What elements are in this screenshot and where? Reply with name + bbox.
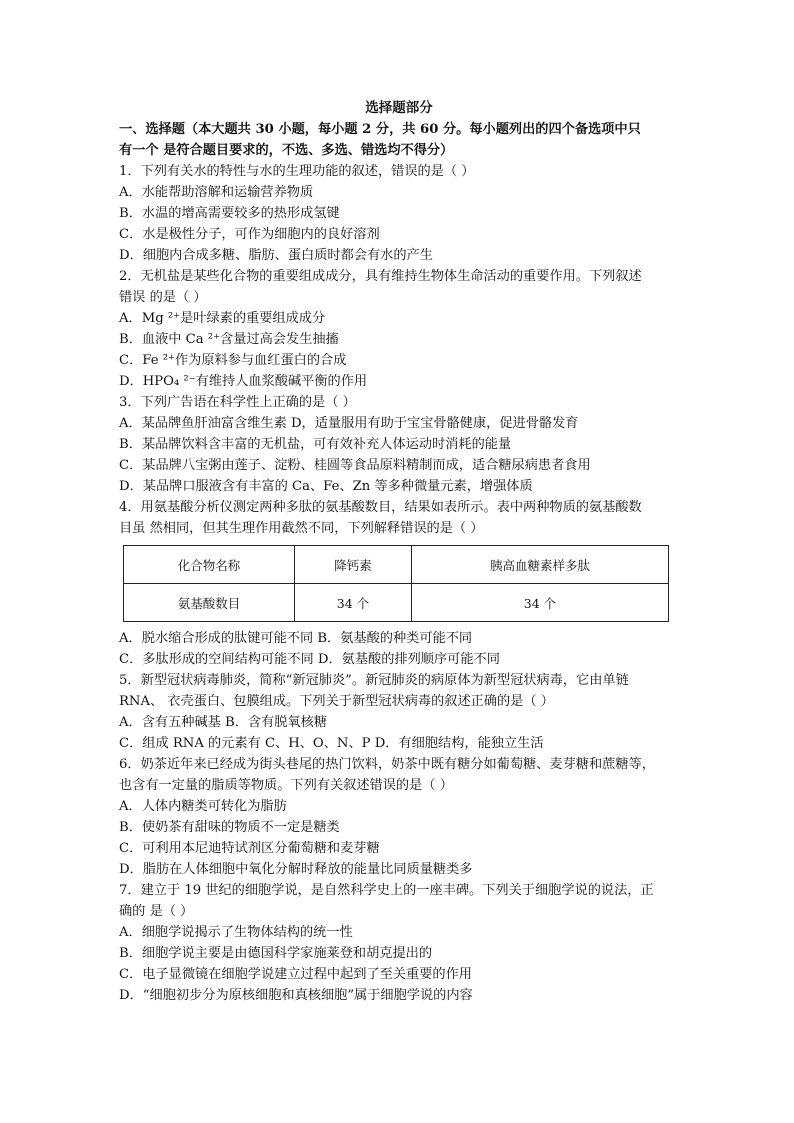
question-3: [119, 392, 679, 497]
table-header-cell: 胰高血糖素样多肽: [412, 546, 669, 584]
question-stem: 7．建立于 19 世纪的细胞学说，是自然科学史上的一座丰碑。下列关于细胞学说的说法，正: [119, 883, 654, 898]
question-stem-cont: 目虽 然相同，但其生理作用截然不同，下列解释错误的是（ ）: [119, 521, 484, 536]
question-stem: 5．新型冠状病毒肺炎，简称“新冠肺炎”。新冠肺炎的病原体为新型冠状病毒，它由单链: [119, 673, 629, 688]
option-d: D．脂肪在人体细胞中氧化分解时释放的能量比同质量糖类多: [119, 862, 473, 877]
option-d: D．某品牌口服液含有丰富的 Ca、Fe、Zn 等多种微量元素，增强体质: [119, 479, 533, 494]
question-stem: 4．用氨基酸分析仪测定两种多肽的氨基酸数目，结果如表所示。表中两种物质的氨基酸数: [119, 500, 642, 515]
table-cell: 氨基酸数目: [124, 584, 295, 622]
question-stem: 6．奶茶近年来已经成为街头巷尾的热门饮料，奶茶中既有糖分如葡萄糖、麦芽糖和蔗糖等，: [119, 757, 655, 772]
question-5: [119, 670, 679, 754]
option-a: A．某品牌鱼肝油富含维生素 D，适量服用有助于宝宝骨骼健康，促进骨骼发育: [119, 416, 579, 431]
question-stem: 3．下列广告语在科学性上正确的是（ ）: [119, 395, 356, 410]
question-1: [119, 161, 679, 266]
question-4: [119, 497, 679, 670]
option-d: D．HPO₄ ²⁻有维持人血浆酸碱平衡的作用: [119, 374, 368, 389]
option-b: B．使奶茶有甜味的物质不一定是糖类: [119, 820, 340, 835]
option-a: A．人体内糖类可转化为脂肪: [119, 799, 287, 814]
table-header-cell: 降钙素: [295, 546, 412, 584]
question-stem-cont: RNA、 衣壳蛋白、包膜组成。下列关于新型冠状病毒的叙述正确的是（ ）: [119, 694, 554, 709]
option-c: C．电子显微镜在细胞学说建立过程中起到了至关重要的作用: [119, 967, 472, 982]
table-cell: 34 个: [412, 584, 669, 622]
option-a: A．水能帮助溶解和运输营养物质: [119, 185, 314, 200]
section-title: 选择题部分: [365, 100, 433, 116]
question-stem: 1．下列有关水的特性与水的生理功能的叙述，错误的是（ ）: [119, 164, 475, 179]
option-a: A．Mg ²⁺是叶绿素的重要组成成分: [119, 311, 326, 326]
table-row: [124, 584, 669, 622]
question-7: [119, 880, 679, 1006]
question-stem-cont: 错误 的是（ ）: [119, 290, 207, 305]
table-cell: 34 个: [295, 584, 412, 622]
table-header-row: [124, 546, 669, 584]
option-b: B．水温的增高需要较多的热形成氢键: [119, 206, 340, 221]
question-stem-cont: 确的 是（ ）: [119, 904, 194, 919]
option-d: D．“细胞初步分为原核细胞和真核细胞”属于细胞学说的内容: [119, 988, 473, 1003]
option-c: C．某品牌八宝粥由莲子、淀粉、桂圆等食品原料精制而成，适合糖尿病患者食用: [119, 458, 591, 473]
option-a: A．细胞学说揭示了生物体结构的统一性: [119, 925, 353, 940]
option-c: C．Fe ²⁺作为原料参与血红蛋白的合成: [119, 353, 347, 368]
question-2: [119, 266, 679, 392]
option-a-b: A．脱水缩合形成的肽键可能不同 B．氨基酸的种类可能不同: [119, 631, 473, 646]
option-b: B．血液中 Ca ²⁺含量过高会发生抽搐: [119, 332, 339, 347]
exam-page: [119, 98, 679, 1006]
option-c-d: C．组成 RNA 的元素有 C、H、O、N、P D．有细胞结构，能独立生活: [119, 736, 544, 751]
table-header-cell: 化合物名称: [124, 546, 295, 584]
option-c-d: C．多肽形成的空间结构可能不同 D．氨基酸的排列顺序可能不同: [119, 652, 500, 667]
option-c: C．水是极性分子，可作为细胞内的良好溶剂: [119, 227, 380, 242]
question-stem-cont: 也含有一定量的脂质等物质。下列有关叙述错误的是（ ）: [119, 778, 453, 793]
option-a-b: A．含有五种碱基 B．含有脱氧核糖: [119, 715, 328, 730]
question-6: [119, 754, 679, 880]
option-b: B．某品牌饮料含丰富的无机盐，可有效补充人体运动时消耗的能量: [119, 437, 512, 452]
option-c: C．可利用本尼迪特试剂区分葡萄糖和麦芽糖: [119, 841, 380, 856]
option-d: D．细胞内合成多糖、脂肪、蛋白质时都会有水的产生: [119, 248, 433, 263]
amino-acid-table: [123, 545, 669, 622]
question-stem: 2．无机盐是某些化合物的重要组成成分，具有维持生物体生命活动的重要作用。下列叙述: [119, 269, 642, 284]
instructions-line-1: 一、选择题（本大题共 30 小题，每小题 2 分，共 60 分。每小题列出的四个备选项中只: [119, 122, 641, 137]
instructions-line-2: 有一个 是符合题目要求的，不选、多选、错选均不得分）: [119, 143, 454, 158]
option-b: B．细胞学说主要是由德国科学家施莱登和胡克提出的: [119, 946, 433, 961]
